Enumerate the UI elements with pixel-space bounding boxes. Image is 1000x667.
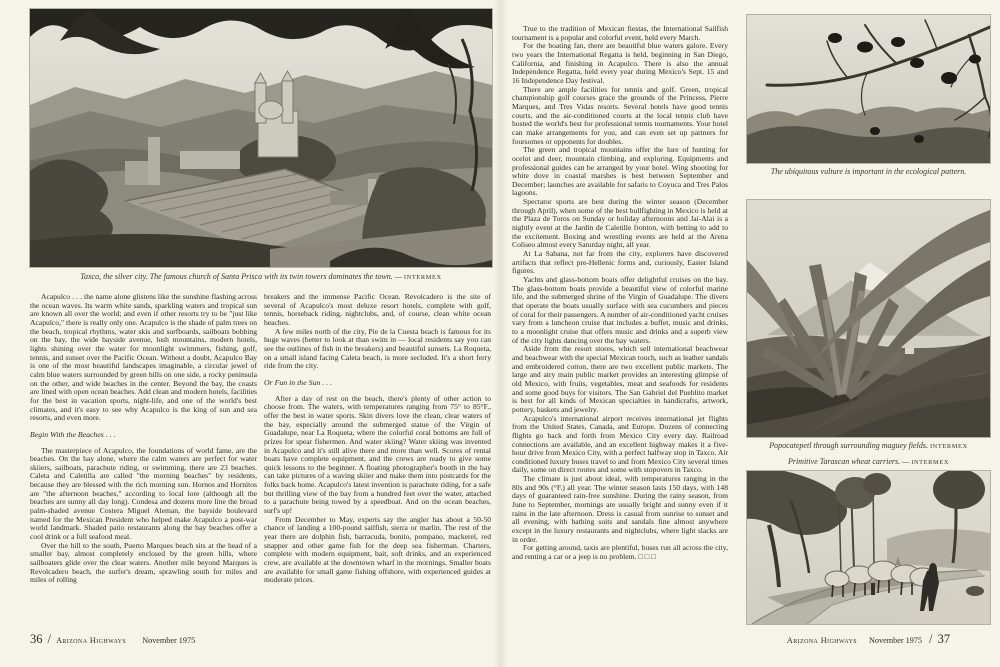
taxco-photo-caption	[30, 272, 492, 283]
vultures-photo	[747, 15, 990, 163]
footer-separator: /	[47, 632, 52, 646]
article-paragraph: After a day of rest on the beach, there's plenty of other action to choose from. The waters, with temperatures ranging from 75° to 85°F., offer the best in water sports. Skin divers love the clean, clear waters of the bay, especially around the submerged statue of the Virgin of Guadalupe, near La Roqueta, where the colorful coral bottoms are full of prizes for spear fishermen. And water skiing? Water skiing was invented in Acapulco and it's still alive there and more than well. Scores of rental boats have complete equipment, and the crews are ready to give some quick lessons to the beginner. A floating photographer's booth in the bay can take pictures of a waving skiier and make them into postcards for the folks back home. Acapulco's latest invention is parachute riding, for a safe but thrilling view of the bay from a hundred feet over the water, attached to a parachute being towed by a speedboat. And on the ocean beaches, surf's up!	[264, 393, 491, 516]
right-page-footer	[747, 632, 990, 647]
article-paragraph: Over the hill to the south, Puerto Marques beach sits at the head of a smaller bay, almost completely enclosed by the green hills, where sailboaters glide over the clear waters. Another mile beyond Marques is Revolcadero beach, the surfer's dream, sprawling south for miles and miles of rolling	[30, 540, 257, 585]
article-paragraph: The masterpiece of Acapulco, the foundations of world fame, are the beaches. On the bay alone, where the calm waters are perfect for water skiiers, sailboats, parachute riding, or swimming, there are 23 beaches. Caleta and Caletilla are called "the morning beaches" by residents, because they are blessed with the rich morning sun. Hornos and Hornitos are "the afternoon beaches," according to local lore (although all the beaches are sunny all day long). Condesa and dozens more line the broad palm-shaded avenue Costera Miguel Aleman, the bayside boulevard named for the Mexican President who helped make Acapulco a post-war world landmark. Shaded patio restaurants along the bay beaches offer a cool drink or a full seafood meal.	[30, 445, 257, 542]
wheat-photo-caption	[740, 457, 997, 468]
photo-credit: INTERMEX	[911, 459, 950, 466]
page-gutter	[493, 0, 507, 667]
issue-date: November 1975	[869, 636, 922, 645]
wheat-carriers-photo	[747, 471, 990, 624]
section-heading-begin-with-the-beaches: Begin With the Beaches . . .	[30, 429, 116, 439]
caption-text: Primitive Tarascan wheat carriers. —	[787, 457, 910, 466]
taxco-photo-illustration	[30, 9, 492, 267]
article-paragraph: A few miles north of the city, Pie de la Cuesta beach is famous for its huge waves (better to look at than swim in — local residents say you can see the outlines of fish in the breakers) and beautiful sunsets. La Roqueta, on a small island facing Caleta beach, is more secluded. It's a short ferry ride from the city.	[264, 326, 491, 371]
article-paragraph: Spectator sports are best during the winter season (December through April), when some of the best bullfighting in Mexico is held at the Plaza de Toros on Sunday or holiday afternoons and Jai-Alai is a nightly event at the Jardin de Caletille fronton, with betting to add to the excitement. Boxing and wrestling events are held at the Arena Coliseo almost every Saturday night, all year.	[512, 197, 728, 250]
issue-date: November 1975	[142, 636, 196, 645]
footer-separator: /	[929, 632, 933, 646]
article-paragraph: At La Sabana, not far from the city, explorers have discovered artifacts that reflect pre-Hellenic forms and, curiously, Easter Island figures.	[512, 249, 728, 276]
vultures-photo-caption	[740, 167, 997, 178]
section-heading-or-fun-in-the-sun: Or Fun in the Sun . . .	[264, 377, 333, 387]
article-paragraph: Yachts and glass-bottom boats offer delightful cruises on the bay. The glass-bottom boats provide a beautiful view of colorful marine life, and the submerged shrine of the Virgin of Guadalupe. The divers that operate the boats usually surface with sea cucumbers and pieces of coral for their passengers. A number of air-conditioned yacht cruises vary from a luncheon cruise that includes a buffet, music and drinks, to a moonlight cruise that offers music and drinks and a superb view of the city lights dancing over the bay waters.	[512, 275, 728, 345]
vultures-photo-illustration	[747, 15, 990, 163]
caption-text: Popocatepetl through surrounding maguey fields.	[769, 441, 928, 450]
left-page-column-2	[264, 293, 491, 630]
article-paragraph: breakers and the immense Pacific Ocean. Revolcadero is the site of several of Acapulco's most deluxe resort hotels, complete with golf, tennis, horseback riding, nightclubs, and, of course, clean white ocean beaches.	[264, 293, 491, 327]
magazine-name: Arizona Highways	[786, 636, 857, 645]
article-paragraph: The climate is just about ideal, with temperatures ranging in the 80s and 90s (°F.) all year. The winter season lasts 150 days, with 148 days of guaranteed rain-free sunshine. During the rainy season, from June to September, mornings are usually bright and sunny even if it rains in the late afternoon. Dress is casual from sunrise to sunset and all evening, with bathing suits and sandals fine almost anywhere except in the luxury restaurants and nightclubs, where light slacks are in order.	[512, 474, 728, 544]
article-paragraph: For the boating fan, there are beautiful blue waters galore. Every two years the International Regatta is held, beginning in San Diego, California, and finishing in Acapulco. There is also the annual Independence Regatta, held every year during Mexico's Sept. 15 and 16 Independence Day festival.	[512, 41, 728, 85]
caption-text: Taxco, the silver city. The famous church of Santa Prisca with its twin towers dominates the town. —	[80, 272, 402, 281]
maguey-photo	[747, 200, 990, 437]
caption-text: The ubiquitous vulture is important in the ecological pattern.	[770, 167, 967, 176]
article-paragraph: There are ample facilities for tennis and golf. Green, tropical championship golf courses grace the grounds of the Princess, Pierre Marques, and Tres Vidas resorts. Several hotels have good tennis courts, and the air-conditioned courts at the local tennis club have hosted the world's best for professional tennis tournaments. Your hotel can make arrangements for you, and can even set up partners for foursomes or opponents for doubles.	[512, 84, 728, 146]
wheat-carriers-photo-illustration	[747, 471, 990, 624]
photo-credit: INTERMEX	[403, 274, 442, 281]
article-paragraph: From December to May, experts say the angler has about a 50-50 chance of landing a 100-pound sailfish, sierra or marlin. The rest of the year there are dolphin fish, barracuda, bonito, pompano, mackerel, red snapper and other game fish for the deep sea fisherman. Charters, complete with modern equipment, bait, soft drinks, and an experienced crew, are available at the downtown wharf in the mornings. Smaller boats are available for small game fishing offshore, with experienced guides at moderate prices.	[264, 514, 491, 585]
maguey-photo-caption	[740, 441, 997, 452]
right-page-column	[512, 25, 728, 617]
left-page-footer	[30, 632, 195, 647]
article-paragraph: True to the tradition of Mexican fiestas, the International Sailfish tournament is a popular and colorful event, held every March.	[512, 25, 728, 42]
article-paragraph-end: For getting around, taxis are plentiful, buses run all across the city, and renting a car or a jeep is no problem. □ □ □	[512, 543, 728, 562]
taxco-photo	[30, 9, 492, 267]
photo-credit: INTERMEX	[929, 443, 968, 450]
left-page-column-1	[30, 293, 257, 630]
article-paragraph: The green and tropical mountains offer the lure of hunting for ocelot and deer, mountain climbing, and exploring. Equipments and professional guides can be arranged by your hotel. Wing shooting for white dove in coastal marshes is best between September and December; launches are available for safaris to Coyuca and Tres Palos lagoons.	[512, 145, 728, 198]
page-number: 37	[937, 632, 951, 646]
magazine-name: Arizona Highways	[56, 636, 127, 645]
maguey-photo-illustration	[747, 200, 990, 437]
article-paragraph: Aside from the resort stores, which sell international beachwear and beachwear with the special Mexican touch, such as leather sandals and embroidered cotton, there are two excellent public markets. The large and airy main public market provides an interesting glimpse of old Mexico, with fruits, vegetables, meat and seafoods for residents and some good buys for visitors. The San Gabriel del Pueblito market is best for all kinds of Mexican specialties in handicrafts, artwork, pottery, baskets and jewelry.	[512, 344, 728, 414]
article-paragraph: Acapulco's international airport receives international jet flights from the United States, Canada, and Europe. Dozens of connecting flights go back and forth from Mexico City every day. Railroad connections are available, and an excellent highway makes it a five-hour drive from Mexico City, with a perfect halfway stop in Taxco. Air conditioned luxury buses travel to and from Mexico City several times daily, some on direct routes and some with stopovers in Taxco.	[512, 413, 728, 475]
article-paragraph: Acapulco . . . the name alone glistens like the sunshine flashing across the ocean waves. Its warm white sands, sparkling waters and tropical sun are known all over the world; and even if other resorts try to be "just like Acapulco," there is really only one. Acapulco is the shade of palm trees on the beach, tropical rhythms, water skis and surfboards, sailboats bobbing on the bay, the wide bayside avenue, lush mountains, modern hotels, lights shining over the water for moonlight swimmers, fishing, golf, tennis, and sunset over the Pacific Ocean. Without a doubt, Acapulco Bay is one of the most beautiful landscapes imaginable, a circular jewel of calm blue waters surrounded by green hills on one side, a rocky peninsula on the other, and wide beaches in the center. Beyond the bay, the coasts are lined with open ocean beaches. Add clean and modern hotels, facilities for the best in vacation sports, night-life, and one of the world's best climates, and it's easy to see why Acapulco is the king of sun and sea resorts, and even more.	[30, 293, 257, 423]
page-number: 36	[30, 632, 43, 646]
